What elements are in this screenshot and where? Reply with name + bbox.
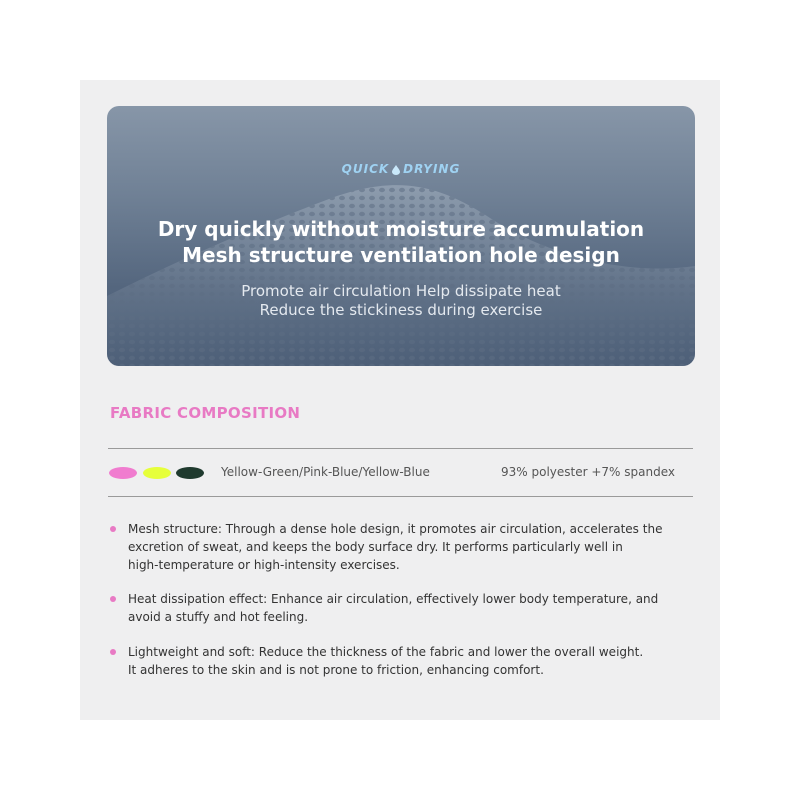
color-swatch-pink xyxy=(109,467,137,479)
feature-line: Mesh structure: Through a dense hole design, it promotes air circulation, accelerates the xyxy=(128,522,663,536)
hero-subtitle-line-2: Reduce the stickiness during exercise xyxy=(259,301,543,319)
hero-subtitle-line-1: Promote air circulation Help dissipate heat xyxy=(241,282,561,300)
quick-drying-logo xyxy=(107,162,695,176)
hero-title-line-2: Mesh structure ventilation hole design xyxy=(182,243,620,267)
logo-text-left: QUICK xyxy=(341,162,390,176)
feature-line: avoid a stuffy and hot feeling. xyxy=(128,610,309,624)
feature-text xyxy=(128,643,688,679)
feature-line: Lightweight and soft: Reduce the thickness of the fabric and lower the overall weight. xyxy=(128,645,644,659)
hero-subtitle xyxy=(107,282,695,320)
feature-line: Heat dissipation effect: Enhance air circulation, effectively lower body temperature, and xyxy=(128,592,659,606)
content-panel xyxy=(80,80,720,720)
feature-text xyxy=(128,590,688,626)
bullet-dot-icon xyxy=(110,526,116,532)
logo-text-right: DRYING xyxy=(403,162,461,176)
divider-top xyxy=(108,448,693,449)
fabric-composition-title: FABRIC COMPOSITION xyxy=(110,404,301,422)
divider-bottom xyxy=(108,496,693,497)
material-composition-text: 93% polyester +7% spandex xyxy=(501,465,675,479)
bullet-dot-icon xyxy=(110,596,116,602)
feature-line: excretion of sweat, and keeps the body surface dry. It performs particularly well in xyxy=(128,540,623,554)
hero-title xyxy=(107,216,695,268)
hero-title-line-1: Dry quickly without moisture accumulation xyxy=(157,217,645,241)
water-drop-icon xyxy=(391,165,401,175)
color-swatch-dark-green xyxy=(176,467,204,479)
feature-line: It adheres to the skin and is not prone to friction, enhancing comfort. xyxy=(128,663,544,677)
feature-text xyxy=(128,520,688,574)
color-options-text: Yellow-Green/Pink-Blue/Yellow-Blue xyxy=(221,465,430,479)
hero-banner xyxy=(107,106,695,366)
color-swatch-yellow-green xyxy=(143,467,171,479)
bullet-dot-icon xyxy=(110,649,116,655)
feature-line: high-temperature or high-intensity exercises. xyxy=(128,558,400,572)
